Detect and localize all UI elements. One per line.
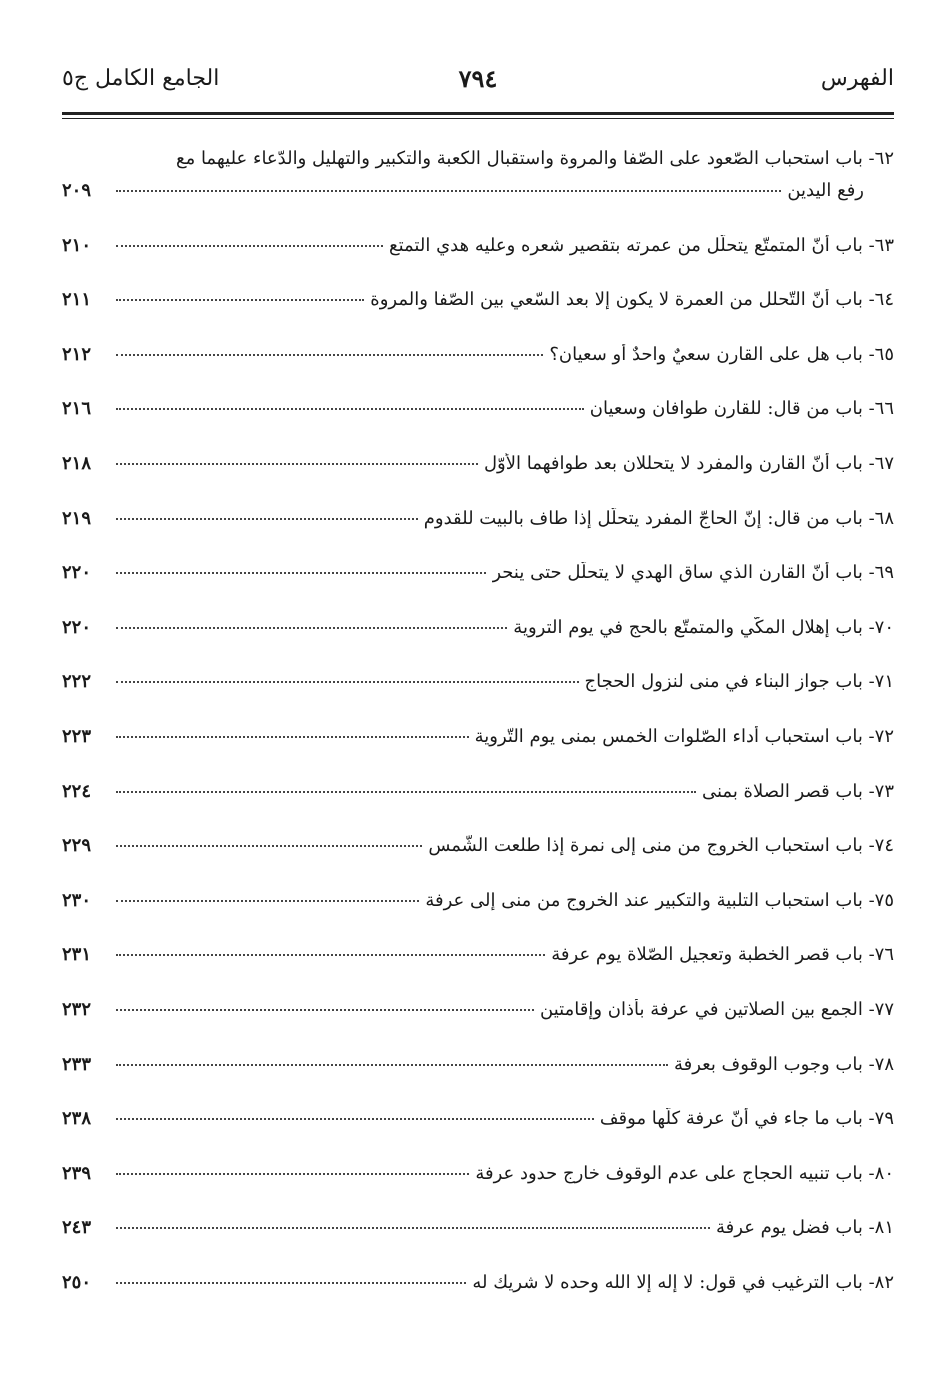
dot-leader	[116, 627, 507, 629]
toc-entry-title: ٧٨- باب وجوب الوقوف بعرفة	[673, 1053, 894, 1075]
dot-leader	[116, 1282, 466, 1284]
toc-entry	[62, 944, 894, 999]
toc-entry	[62, 1272, 894, 1327]
toc-entry	[62, 398, 894, 453]
dot-leader	[116, 190, 781, 192]
toc-entry-page: ٢٣٣	[62, 1053, 92, 1075]
toc-entry-title: ٦٧- باب أنّ القارن والمفرد لا يتحللان بعد طوافهما الأوّل	[483, 452, 894, 474]
dot-leader	[116, 681, 579, 683]
toc-entry-title: ٧٩- باب ما جاء في أنّ عرفة كلّها موقف	[599, 1108, 894, 1130]
toc-entry-title: ٦٥- باب هل على القارن سعيٌ واحدٌ أو سعيان؟	[549, 343, 894, 365]
dot-leader	[116, 354, 543, 356]
toc-entry-title: ٧٤- باب استحباب الخروج من منى إلى نمرة إذا طلعت الشّمس	[428, 835, 894, 857]
toc-entry	[62, 1163, 894, 1218]
toc-entry-page: ٢٢٩	[62, 835, 92, 857]
header-book-title: الجامع الكامل ج٥	[62, 66, 220, 91]
toc-entry	[62, 235, 894, 290]
toc-entry-page: ٢٢٣	[62, 725, 92, 747]
dot-leader	[116, 845, 422, 847]
toc-entry-page: ٢٢٤	[62, 780, 92, 802]
dot-leader	[116, 900, 419, 902]
toc-entry-title: ٨٠- باب تنبيه الحجاج على عدم الوقوف خارج حدود عرفة	[475, 1162, 894, 1184]
toc-entry-title: ٧٠- باب إهلال المكّي والمتمتّع بالحج في يوم التروية	[513, 616, 894, 638]
dot-leader	[116, 463, 478, 465]
toc-entry	[62, 1054, 894, 1109]
toc-entry-page: ٢٣٠	[62, 889, 92, 911]
toc-entry-title: رفع اليدين	[787, 180, 864, 201]
toc-entry	[62, 453, 894, 508]
toc-entry	[62, 999, 894, 1054]
toc-entry-page: ٢٢٢	[62, 671, 92, 693]
toc-entry-page: ٢٣١	[62, 944, 92, 966]
toc-entry-page: ٢٤٣	[62, 1217, 92, 1239]
toc-entry-title: ٨١- باب فضل يوم عرفة	[716, 1217, 894, 1239]
toc-entry-page: ٢٣٢	[62, 998, 92, 1020]
table-of-contents	[62, 148, 894, 1326]
dot-leader	[116, 791, 696, 793]
toc-entry-title: ٦٨- باب من قال: إنّ الحاجّ المفرد يتحلّل إذا طاف بالبيت للقدوم	[423, 507, 894, 529]
toc-entry-title: ٧٦- باب قصر الخطبة وتعجيل الصّلاة يوم عرفة	[551, 944, 894, 966]
toc-entry-title: ٧٧- الجمع بين الصلاتين في عرفة بأذان وإقامتين	[540, 998, 894, 1020]
toc-entry-page: ٢٥٠	[62, 1271, 92, 1293]
toc-entry	[62, 344, 894, 399]
toc-entry-page: ٢٠٩	[62, 180, 92, 201]
dot-leader	[116, 408, 584, 410]
dot-leader	[116, 954, 545, 956]
toc-entry-page: ٢١١	[62, 289, 92, 311]
header-rule-thin	[62, 118, 894, 119]
toc-entry-title: ٦٤- باب أنّ التّحلل من العمرة لا يكون إلا بعد السّعي بين الصّفا والمروة	[370, 289, 894, 311]
dot-leader	[116, 245, 383, 247]
toc-entry	[62, 1108, 894, 1163]
toc-entry-page: ٢١٢	[62, 343, 92, 365]
toc-entry	[62, 781, 894, 836]
dot-leader	[116, 572, 486, 574]
toc-entry-title: ٦٩- باب أنّ القارن الذي ساق الهدي لا يتحلّل حتى ينحر	[492, 562, 894, 584]
toc-entry-title: ٧٢- باب استحباب أداء الصّلوات الخمس بمنى يوم التّروية	[474, 725, 894, 747]
toc-entry	[62, 148, 894, 180]
toc-entry-page: ٢١٨	[62, 452, 92, 474]
toc-entry-page: ٢١٩	[62, 507, 92, 529]
toc-entry-page: ٢١٠	[62, 234, 92, 256]
toc-entry	[62, 617, 894, 672]
toc-entry-title: ٨٢- باب الترغيب في قول: لا إله إلا الله وحده لا شريك له	[472, 1271, 894, 1293]
dot-leader	[116, 299, 364, 301]
toc-entry	[62, 726, 894, 781]
dot-leader	[116, 1009, 534, 1011]
running-header	[62, 62, 894, 102]
dot-leader	[116, 518, 418, 520]
header-section-title: الفهرس	[820, 66, 894, 91]
dot-leader	[116, 1227, 710, 1229]
toc-entry-title: ٦٢- باب استحباب الصّعود على الصّفا والمروة واستقبال الكعبة والتكبير والتهليل والدّعاء عليهما مع	[176, 148, 894, 169]
toc-entry	[62, 890, 894, 945]
dot-leader	[116, 1173, 469, 1175]
toc-entry	[62, 835, 894, 890]
toc-entry-title: ٦٦- باب من قال: للقارن طوافان وسعيان	[589, 398, 894, 420]
toc-entry-page: ٢٣٨	[62, 1108, 92, 1130]
toc-entry	[62, 1217, 894, 1272]
dot-leader	[116, 1064, 668, 1066]
toc-entry	[62, 180, 894, 235]
page-number: ٧٩٤	[458, 64, 498, 93]
dot-leader	[116, 736, 469, 738]
toc-entry-title: ٧٥- باب استحباب التلبية والتكبير عند الخروج من منى إلى عرفة	[425, 889, 894, 911]
dot-leader	[116, 1118, 594, 1120]
toc-entry-page: ٢١٦	[62, 398, 92, 420]
toc-entry-title: ٧١- باب جواز البناء في منى لنزول الحجاج	[584, 671, 894, 693]
toc-entry	[62, 289, 894, 344]
header-rule-thick	[62, 112, 894, 115]
toc-entry-page: ٢٢٠	[62, 562, 92, 584]
toc-entry	[62, 508, 894, 563]
toc-entry-page: ٢٣٩	[62, 1162, 92, 1184]
toc-entry	[62, 671, 894, 726]
toc-entry	[62, 562, 894, 617]
toc-entry-title: ٧٣- باب قصر الصلاة بمنى	[701, 780, 894, 802]
toc-entry-title: ٦٣- باب أنّ المتمتّع يتحلّل من عمرته بتقصير شعره وعليه هدي التمتع	[389, 234, 894, 256]
toc-entry-page: ٢٢٠	[62, 616, 92, 638]
